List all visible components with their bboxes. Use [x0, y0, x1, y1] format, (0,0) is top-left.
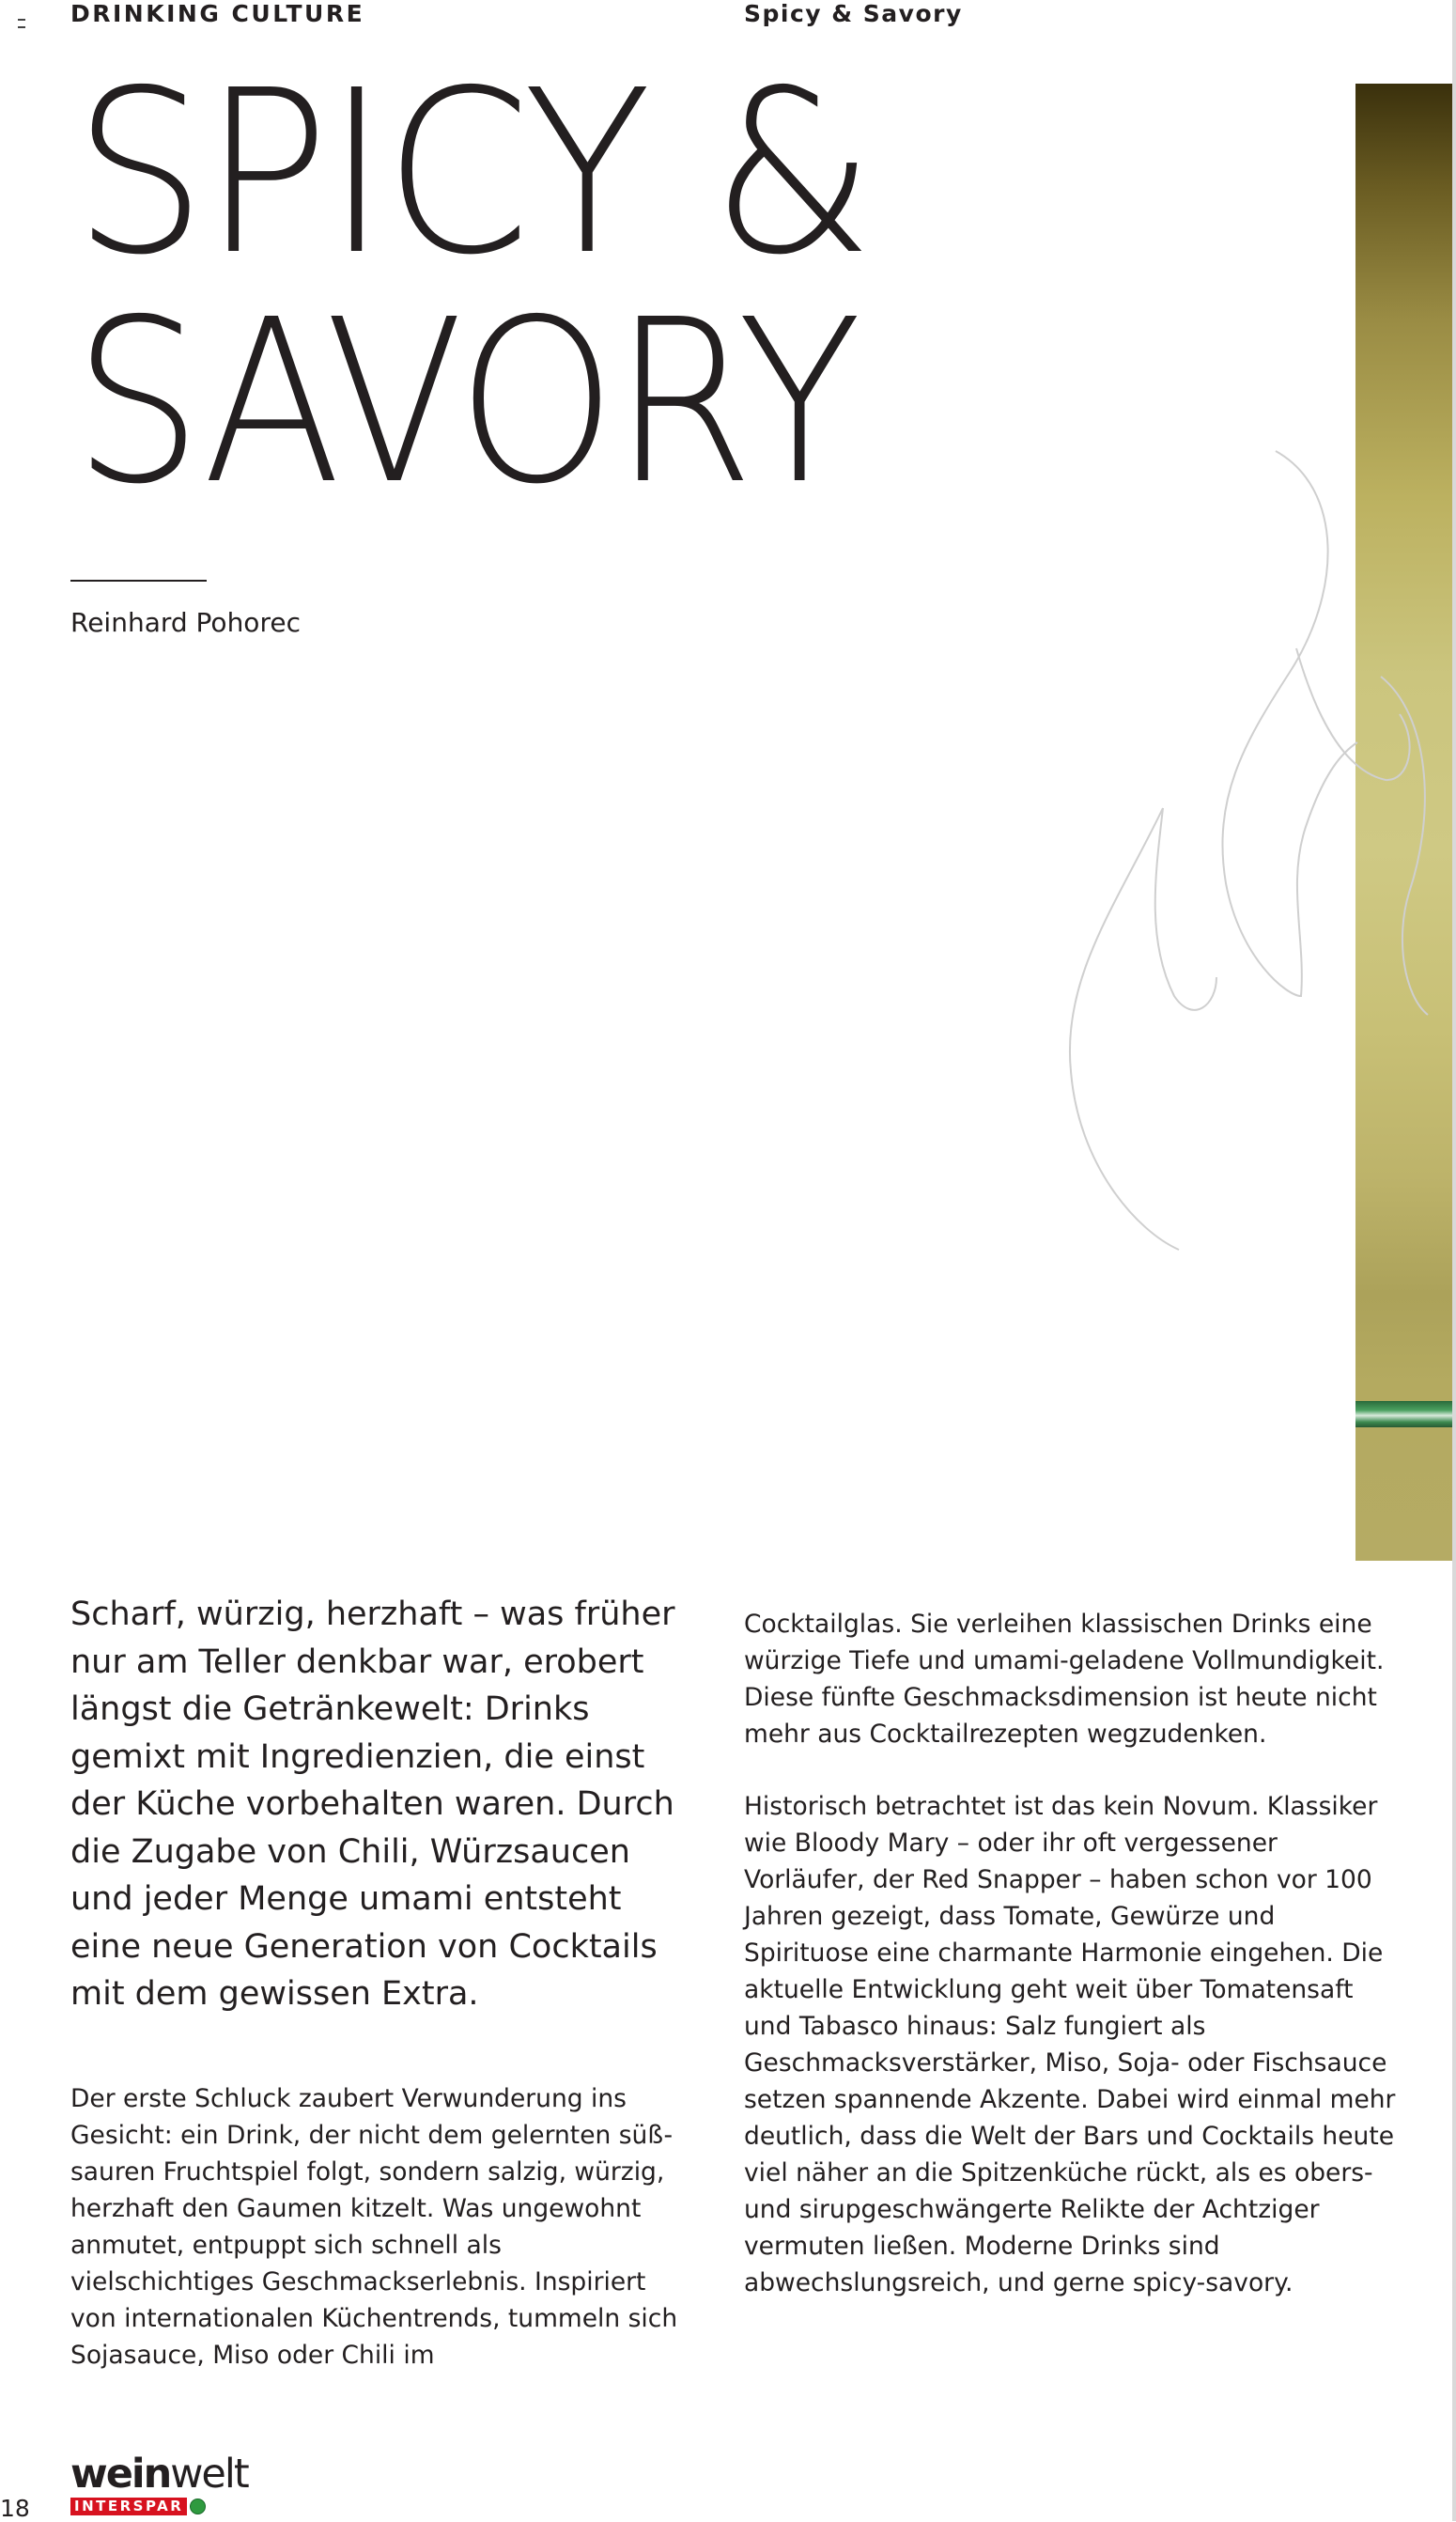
page-title	[73, 41, 946, 534]
page-number: 18	[0, 2495, 30, 2522]
headline-line-1: SPICY &	[73, 41, 872, 304]
logo-interspar: INTERSPAR	[70, 2498, 187, 2515]
body-paragraph: Der erste Schluck zaubert Verwunderung ins Gesicht: ein Drink, der nicht dem gelernten süß-sauren Fruchtspiel folgt, sondern salzig, würzig, herzhaft den Gaumen kitzelt. Was ungewohnt anmutet, entpuppt sich schnell als vielschichtiges Geschmackserlebnis. Inspiriert von internationalen Küchentrends, tummeln sich Sojasauce, Miso oder Chili im	[70, 2084, 678, 2370]
running-title: Spicy & Savory	[744, 0, 963, 27]
logo-welt: welt	[170, 2451, 248, 2498]
lead-paragraph: Scharf, würzig, herzhaft – was früher nur am Teller denkbar war, erobert längst die Getränkewelt: Drinks gemixt mit Ingredienzien, die einst der Küche vorbehalten waren. Durch die Zugabe von Chili, Würzsaucen und jeder Menge umami entsteht eine neue Generation von Cocktails mit dem gewissen Extra.	[70, 1596, 675, 2013]
headline-line-2: SAVORY	[73, 271, 859, 534]
body-paragraph: Historisch betrachtet ist das kein Novum. Klassiker wie Bloody Mary – oder ihr oft vergessener Vorläufer, der Red Snapper – haben schon vor 100 Jahren gezeigt, dass Tomate, Gewürze und Spirituose eine charmante Harmonie eingehen. Die aktuelle Entwicklung geht weit über Tomatensaft und Tabasco hinaus: Salz fungiert als Geschmacksverstärker, Miso, Soja- oder Fischsauce setzen spannende Akzente. Dabei wird einmal mehr deutlich, dass die Welt der Bars und Cocktails heute viel näher an die Spitzenküche rückt, als es obers- und sirupgeschwängerte Relikte der Achtziger vermuten ließen. Moderne Drinks sind abwechslungsreich, und gerne spicy-savory.	[744, 1792, 1396, 2297]
author-divider	[70, 580, 207, 582]
body-paragraph: Cocktailglas. Sie verleihen klassischen Drinks eine würzige Tiefe und umami-geladene Vollmundigkeit. Diese fünfte Geschmacksdimension ist heute nicht mehr aus Cocktailrezepten wegzudenken.	[744, 1610, 1385, 1749]
flame-outline-tip	[1155, 808, 1216, 1010]
logo-wordmark	[70, 2452, 249, 2496]
logo-subbar	[70, 2498, 249, 2515]
logo-dot-icon	[190, 2499, 206, 2514]
weinwelt-logo	[70, 2452, 249, 2515]
flame-outline-small	[1070, 808, 1179, 1250]
corner-mark	[18, 19, 25, 28]
section-label: DRINKING CULTURE	[70, 0, 365, 27]
body-column-left	[70, 2080, 690, 2374]
flame-outline-icon	[1033, 432, 1456, 1306]
flame-outline-curl	[1296, 648, 1410, 780]
logo-wein: wein	[70, 2451, 171, 2498]
flame-outline-large	[1222, 451, 1357, 996]
author-byline: Reinhard Pohorec	[70, 607, 301, 638]
flame-outline-right	[1381, 677, 1428, 1015]
body-column-right	[744, 1606, 1402, 2301]
glass-rim	[1355, 1401, 1456, 1427]
